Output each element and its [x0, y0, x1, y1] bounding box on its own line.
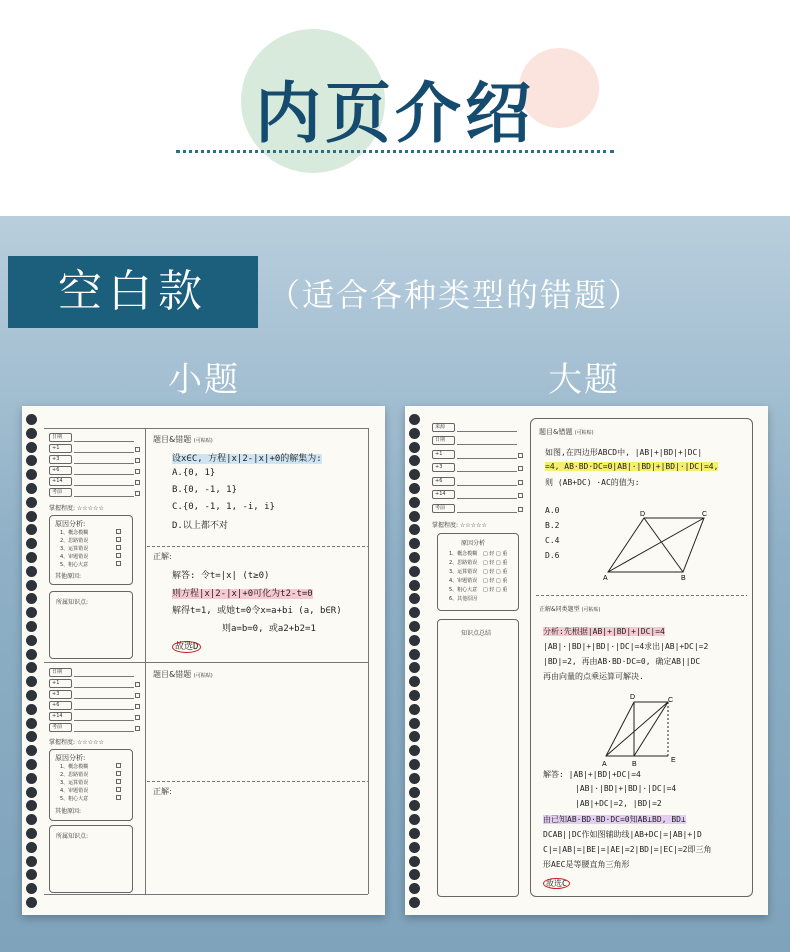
- checkbox[interactable]: [135, 693, 140, 698]
- dashed-divider: [147, 546, 368, 547]
- binder-ring: [409, 649, 420, 660]
- parallelogram-figure: [600, 508, 715, 580]
- reason-item: 3、运算错误: [449, 569, 478, 575]
- binder-ring: [409, 455, 420, 466]
- checkbox[interactable]: [518, 453, 523, 458]
- analysis-line: |AB|·|BD|+|BD|·|DC|=4求出|AB|+DC|=2: [543, 642, 709, 651]
- binder-ring: [409, 759, 420, 770]
- page-title: 内页介绍: [255, 75, 535, 152]
- binder-ring: [26, 690, 37, 701]
- binder-ring: [409, 497, 420, 508]
- block-divider: [44, 662, 368, 663]
- question-line: B.{0, -1, 1}: [172, 485, 238, 495]
- binder-ring: [26, 469, 37, 480]
- question-title: 题目&错题 (可粘贴): [153, 670, 213, 679]
- binder-ring: [26, 442, 37, 453]
- vertex-label: B: [632, 761, 637, 768]
- column-divider: [145, 428, 146, 894]
- binder-ring: [409, 787, 420, 798]
- binder-ring: [26, 649, 37, 660]
- binder-ring: [26, 483, 37, 494]
- knowledge-label: 所属知识点:: [56, 833, 89, 840]
- field-plus1: +1: [432, 450, 455, 459]
- small-question-sheet: [22, 406, 385, 915]
- binder-ring: [409, 842, 420, 853]
- answer-title: 正解:: [153, 787, 172, 796]
- checkbox[interactable]: [135, 704, 140, 709]
- binder-ring: [409, 883, 420, 894]
- field-plus3: +3: [49, 690, 72, 699]
- reason-item: 2、思路错误: [449, 560, 478, 566]
- reason-item: 2、思路错误: [60, 772, 89, 778]
- binder-ring: [26, 676, 37, 687]
- binder-ring: [26, 718, 37, 729]
- binder-ring: [26, 828, 37, 839]
- reason-options[interactable]: □ 轻 □ 重: [483, 578, 508, 584]
- knowledge-label: 所属知识点:: [56, 599, 89, 606]
- answer-line: 则方程|x|2-|x|+0可化为t2-t=0: [172, 589, 313, 599]
- reason-item: 4、审题错误: [60, 788, 89, 794]
- answer-line: 解答: 令t=|x| (t≥0): [172, 571, 270, 581]
- option: C.4: [545, 536, 560, 545]
- binder-ring: [409, 635, 420, 646]
- knowledge-box: [437, 619, 519, 897]
- binder-ring: [26, 814, 37, 825]
- field-plus1: +1: [49, 679, 72, 688]
- solution-line: 由已知AB·BD·BD·DC=0知AB⊥BD, BD⊥: [543, 815, 686, 824]
- top-border: [44, 428, 368, 429]
- checkbox[interactable]: [135, 715, 140, 720]
- analysis-line: 分析:先根据|AB|+|BD|+|DC|=4: [543, 627, 665, 636]
- binder-ring: [409, 607, 420, 618]
- small-question-label: 小题: [168, 360, 240, 400]
- binder-ring: [26, 552, 37, 563]
- binder-ring: [26, 580, 37, 591]
- checkbox[interactable]: [518, 507, 523, 512]
- binder-ring: [409, 773, 420, 784]
- checkbox[interactable]: [116, 795, 121, 800]
- vertex-label: C: [668, 697, 674, 704]
- binder-ring: [26, 524, 37, 535]
- binder-ring: [26, 497, 37, 508]
- binder-ring: [26, 856, 37, 867]
- binder-ring: [409, 704, 420, 715]
- binder-ring: [409, 442, 420, 453]
- checkbox[interactable]: [518, 493, 523, 498]
- reason-item: 1、概念模糊: [60, 530, 89, 536]
- reason-item: 3、运算错误: [60, 780, 89, 786]
- checkbox[interactable]: [116, 561, 121, 566]
- mastery-rating[interactable]: 掌握程度: ☆☆☆☆☆: [49, 739, 104, 746]
- vertex-label: E: [671, 757, 676, 764]
- checkbox[interactable]: [135, 682, 140, 687]
- reason-options[interactable]: □ 轻 □ 重: [483, 569, 508, 575]
- question-title: 题目&错题 (可粘贴): [539, 428, 594, 436]
- reason-item: 6、其他原因: [449, 596, 478, 602]
- solution-line: |AB|+DC|=2, |BD|=2: [575, 799, 662, 808]
- checkbox[interactable]: [518, 480, 523, 485]
- binder-ring: [26, 883, 37, 894]
- checkbox[interactable]: [116, 787, 121, 792]
- big-question-label: 大题: [548, 360, 620, 400]
- binder-ring: [409, 856, 420, 867]
- question-line: C.{0, -1, 1, -i, i}: [172, 502, 275, 512]
- style-note: （适合各种类型的错题）: [268, 276, 643, 314]
- checkbox[interactable]: [116, 553, 121, 558]
- binder-ring: [26, 566, 37, 577]
- checkbox[interactable]: [135, 469, 140, 474]
- field-exam: 考前: [432, 504, 455, 513]
- binder-ring: [409, 538, 420, 549]
- binder-ring: [26, 635, 37, 646]
- reason-options[interactable]: □ 轻 □ 重: [483, 551, 508, 557]
- binder-ring: [409, 828, 420, 839]
- solution-line: C|=|AB|=|BE|=|AE|=2|BD|=|EC|=2即三角: [543, 845, 712, 854]
- mastery-rating[interactable]: 掌握程度: ☆☆☆☆☆: [432, 522, 487, 529]
- binder-ring: [26, 662, 37, 673]
- checkbox[interactable]: [135, 447, 140, 452]
- binder-ring: [26, 897, 37, 908]
- field-exam: 考前: [49, 723, 72, 732]
- reason-item: 4、审题错误: [60, 554, 89, 560]
- header-area: [0, 0, 790, 216]
- field-date: 日期: [49, 668, 72, 677]
- binder-ring: [409, 483, 420, 494]
- binder-ring: [26, 607, 37, 618]
- binder-ring: [409, 469, 420, 480]
- checkbox[interactable]: [116, 779, 121, 784]
- other-reason: 其他原因:: [55, 808, 82, 815]
- reason-item: 3、运算错误: [60, 546, 89, 552]
- title-divider: [176, 150, 614, 153]
- option: B.2: [545, 521, 560, 530]
- question-line: 如图,在四边形ABCD中, |AB|+|BD|+|DC|: [545, 448, 703, 457]
- field-exam: 考前: [49, 488, 72, 497]
- binder-ring: [26, 773, 37, 784]
- binder-ring: [26, 869, 37, 880]
- question-line: D.以上都不对: [172, 521, 228, 531]
- big-question-sheet: [405, 406, 768, 915]
- answer-line: 解得t=1, 或她t=0令x=a+bi (a, b∈R): [172, 606, 342, 616]
- binder-ring: [409, 869, 420, 880]
- solution-line: 故选C: [543, 878, 570, 889]
- field-date: 日期: [49, 433, 72, 442]
- reason-item: 4、审题错误: [449, 578, 478, 584]
- binder-ring: [409, 511, 420, 522]
- similar-title: 正解&同类题型 (可粘贴): [539, 606, 601, 613]
- binder-ring: [409, 676, 420, 687]
- binder-ring: [409, 731, 420, 742]
- binder-ring: [26, 787, 37, 798]
- solution-line: |AB|·|BD|+|BD|·|DC|=4: [575, 784, 677, 793]
- binder-ring: [26, 455, 37, 466]
- checkbox[interactable]: [135, 491, 140, 496]
- question-line: A.{0, 1}: [172, 468, 216, 478]
- checkbox[interactable]: [135, 726, 140, 731]
- analysis-line: 再由向量的点乘运算可解决.: [543, 672, 644, 681]
- reason-item: 1、概念模糊: [449, 551, 478, 557]
- reason-item: 5、粗心大意: [60, 562, 89, 568]
- checkbox[interactable]: [116, 529, 121, 534]
- field-plus14: +14: [49, 712, 72, 721]
- field-plus14: +14: [432, 490, 455, 499]
- binder-ring: [26, 593, 37, 604]
- binder-ring: [409, 428, 420, 439]
- vertex-label: B: [681, 575, 686, 580]
- solution-line: DCAB||DC作如图辅助线|AB+DC|=|AB|+|D: [543, 830, 702, 839]
- knowledge-label: 知识点总结: [461, 630, 492, 637]
- vertex-label: A: [603, 575, 608, 580]
- answer-line: 则a=b=0, 或a2+b2=1: [222, 624, 316, 634]
- binder-ring: [26, 538, 37, 549]
- dashed-divider: [536, 595, 747, 596]
- dashed-divider: [147, 781, 368, 782]
- other-reason: 其他原因:: [55, 573, 82, 580]
- option: D.6: [545, 551, 560, 560]
- binder-ring: [409, 800, 420, 811]
- reason-item: 1、概念模糊: [60, 764, 89, 770]
- analysis-line: |BD|=2, 再由AB·BD·DC=0, 确定AB||DC: [543, 657, 701, 666]
- checkbox[interactable]: [518, 466, 523, 471]
- field-plus3: +3: [432, 463, 455, 472]
- field-plus1: +1: [49, 444, 72, 453]
- reason-title: 原因分析:: [55, 754, 86, 762]
- reason-options[interactable]: □ 轻 □ 重: [483, 560, 508, 566]
- field-plus6: +6: [49, 701, 72, 710]
- field-plus6: +6: [432, 477, 455, 486]
- reason-options[interactable]: □ 轻 □ 重: [483, 587, 508, 593]
- field-plus14: +14: [49, 477, 72, 486]
- binder-ring: [409, 524, 420, 535]
- binder-ring: [409, 814, 420, 825]
- checkbox[interactable]: [116, 763, 121, 768]
- binder-ring: [26, 800, 37, 811]
- reason-item: 2、思路错误: [60, 538, 89, 544]
- checkbox[interactable]: [135, 480, 140, 485]
- vertex-label: D: [640, 511, 646, 518]
- field-plus6: +6: [49, 466, 72, 475]
- question-line: 设x∈C, 方程|x|2-|x|+0的解集为:: [172, 454, 322, 464]
- binder-ring: [409, 662, 420, 673]
- field-plus3: +3: [49, 455, 72, 464]
- reason-title: 原因分析:: [55, 520, 86, 528]
- binder-ring: [409, 552, 420, 563]
- binder-ring: [409, 897, 420, 908]
- binder-ring: [26, 511, 37, 522]
- reason-title: 原因分析: [461, 540, 486, 547]
- answer-title: 正解:: [153, 552, 172, 561]
- bottom-line: [44, 894, 368, 895]
- style-badge: 空白款: [8, 256, 258, 328]
- field-date: 日期: [432, 436, 455, 445]
- solution-line: 解答: |AB|+|BD|+DC|=4: [543, 770, 641, 779]
- binder-ring: [409, 580, 420, 591]
- checkbox[interactable]: [116, 537, 121, 542]
- field-source: 来源: [432, 423, 455, 432]
- binder-ring: [409, 745, 420, 756]
- vertex-label: C: [702, 511, 708, 518]
- mastery-rating[interactable]: 掌握程度: ☆☆☆☆☆: [49, 505, 104, 512]
- reason-item: 5、粗心大意: [60, 796, 89, 802]
- binder-ring: [409, 690, 420, 701]
- option: A.0: [545, 506, 560, 515]
- checkbox[interactable]: [116, 771, 121, 776]
- right-border: [368, 428, 369, 894]
- binder-ring: [409, 414, 420, 425]
- checkbox[interactable]: [116, 545, 121, 550]
- binder-ring: [409, 621, 420, 632]
- binder-ring: [26, 704, 37, 715]
- binder-ring: [26, 428, 37, 439]
- solution-line: 形AEC是等腰直角三角形: [543, 860, 630, 869]
- binder-ring: [409, 593, 420, 604]
- question-line: 则 (AB+DC) ·AC的值为:: [545, 478, 640, 487]
- question-title: 题目&错题 (可粘贴): [153, 435, 213, 444]
- question-line: =4, AB·BD·DC=0|AB|·|BD|+|BD|·|DC|=4,: [545, 462, 719, 471]
- binder-ring: [26, 759, 37, 770]
- binder-ring: [26, 621, 37, 632]
- binder-ring: [409, 718, 420, 729]
- binder-ring: [26, 414, 37, 425]
- binder-ring: [26, 745, 37, 756]
- vertex-label: D: [630, 694, 636, 701]
- binder-ring: [26, 842, 37, 853]
- answer-line: 故选D: [172, 639, 201, 652]
- binder-ring: [409, 566, 420, 577]
- vertex-label: A: [602, 761, 607, 768]
- trapezoid-figure: [600, 690, 690, 770]
- binder-ring: [26, 731, 37, 742]
- checkbox[interactable]: [135, 458, 140, 463]
- reason-item: 5、粗心大意: [449, 587, 478, 593]
